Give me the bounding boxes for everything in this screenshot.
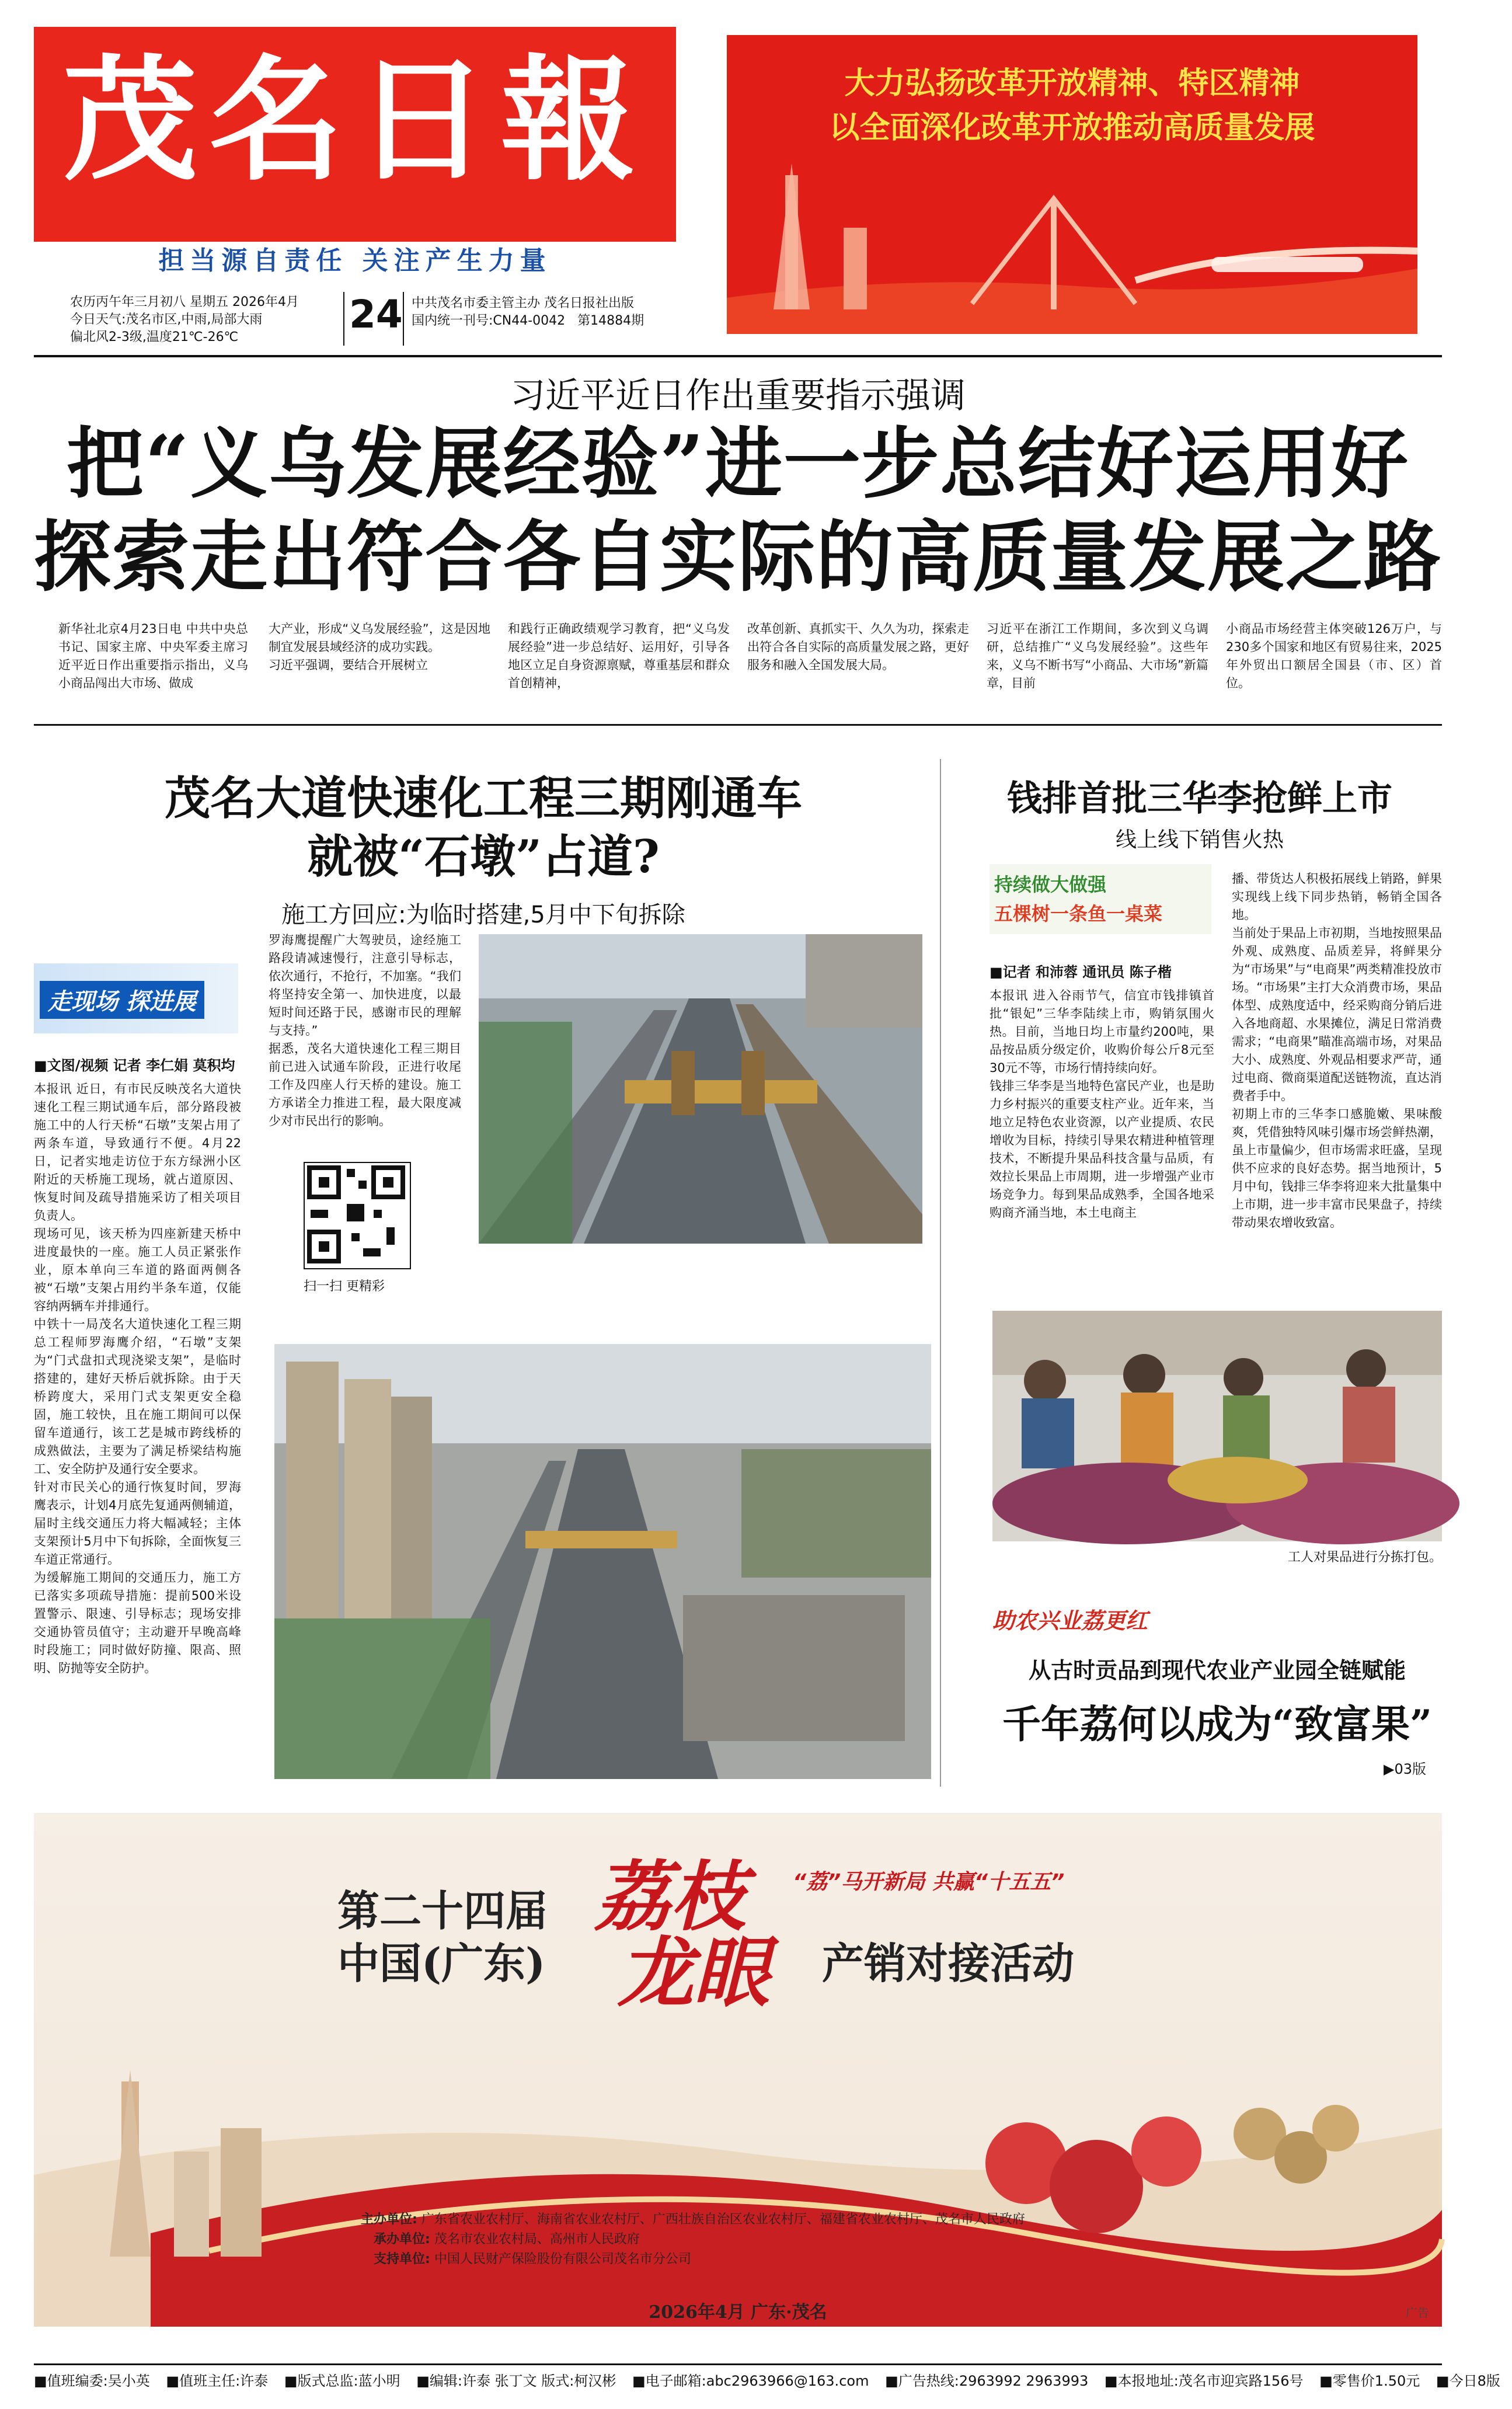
plum-photo-caption: 工人对果品进行分拣打包。 <box>1287 1550 1442 1565</box>
road-headline-2: 就被“石墩”占道? <box>307 830 660 883</box>
road-byline: ■文图/视频 记者 李仁娟 莫积均 <box>34 1057 235 1074</box>
dateline-left <box>70 294 339 346</box>
lead-bottom-rule <box>34 724 1442 726</box>
fruit-sorting-image-icon <box>992 1311 1442 1541</box>
lychee-event-ad <box>34 1813 1442 2327</box>
qr-label: 扫一扫 更精彩 <box>304 1279 385 1294</box>
plum-photo <box>992 1311 1442 1541</box>
plum-headline: 钱排首批三华李抢鲜上市 <box>1007 778 1392 819</box>
footer-item: ■今日8版 <box>1436 2373 1500 2389</box>
road-subtitle: 施工方回应:为临时搭建,5月中下旬拆除 <box>281 901 685 928</box>
lychee-kicker: 从古时贡品到现代农业产业园全链赋能 <box>1028 1658 1406 1683</box>
road-photo-top <box>479 934 922 1244</box>
publisher-line: 中共茂名市委主管主办 茂名日报社出版 <box>412 296 634 311</box>
footer-item: ■编辑:许泰 张丁文 版式:柯汉彬 <box>416 2373 616 2389</box>
lead-column-5: 习近平在浙江工作期间，多次到义乌调研，总结推广“义乌发展经验”。这些年来，义乌不断书写“小商品、大市场”新篇章，目前 <box>987 622 1208 690</box>
banner-line-2: 以全面深化改革开放推动高质量发展 <box>829 110 1315 145</box>
lead-column-4: 改革创新、真抓实干、久久为功，探索走出符合各自实际的高质量发展之路，更好服务和融入全国发展大局。 <box>747 622 969 672</box>
road-body-right: 罗海鹰提醒广大驾驶员，途经施工路段请减速慢行，注意引导标志，依次通行，不抢行，不加塞。“我们将坚持安全第一、加快进度，以最短时间还路于民，感谢市民的理解与支持。” 据悉，茂名大道快速化工程三期目前已进入试通车阶段，正进行收尾工作及四座人行天桥的建设。施工方承诺全力推进工程，最大限度减少对市民出行的影响。 <box>269 933 461 1128</box>
ad-host-label: 主办单位: <box>361 2212 417 2227</box>
footer-bar <box>34 2363 1500 2397</box>
aerial-bridge-image-icon <box>274 1344 931 1779</box>
weather-line-1: 今日天气:茂名市区,中雨,局部大雨 <box>70 312 263 327</box>
dateline-divider <box>343 292 344 346</box>
column-divider <box>940 759 941 1787</box>
ad-support-label: 支持单位: <box>374 2252 430 2267</box>
lead-column-1: 新华社北京4月23日电 中共中央总书记、国家主席、中央军委主席习近平近日作出重要指示指出，义乌小商品闯出大市场、做成 <box>58 622 248 690</box>
dateline-right <box>412 295 715 330</box>
road-photo-bottom <box>274 1344 931 1779</box>
date-day-number: 24 <box>349 292 403 337</box>
ad-organizer-label: 承办单位: <box>374 2232 430 2247</box>
newspaper-logo: 茂名日報 <box>62 41 647 199</box>
ad-organizer: 茂名市农业农村局、高州市人民政府 <box>434 2232 640 2247</box>
qr-code[interactable] <box>304 1162 411 1269</box>
ad-line-2: 中国(广东) <box>337 1938 546 1988</box>
footer-item: ■值班主任:许泰 <box>166 2373 269 2389</box>
city-skyline-icon <box>727 152 1417 334</box>
lead-column-6: 小商品市场经营主体突破126万户，与230多个国家和地区有贸易往来，2025年外贸出口额居全国县（市、区）首位。 <box>1226 622 1442 690</box>
plum-tag-1: 持续做大做强 <box>994 873 1107 896</box>
lead-headline-2: 探索走出符合各自实际的高质量发展之路 <box>34 512 1442 603</box>
weather-line-2: 偏北风2-3级,温度21℃-26℃ <box>70 330 239 344</box>
aerial-road-image-icon <box>479 934 922 1244</box>
ad-line-1: 第二十四届 <box>337 1886 548 1935</box>
plum-body-right: 播、带货达人积极拓展线上销路，鲜果实现线上线下同步热销，畅销全国各地。 当前处于果品上市初期，当地按照果品外观、成熟度、品质差异，将鲜果分为“市场果”与“电商果”两类精准投放市场。“市场果”主打大众消费市场，果品体型、成熟度适中，经采购商分销后进入各地商超、水果摊位，满足日常消费需求；“电商果”瞄准高端市场，对果品大小、成熟度、外观品相要求严苛，通过电商、微商渠道配送链物流，直达消费者手中。 初期上市的三华李口感脆嫩、果味酸爽，凭借独特风味引爆市场尝鲜热潮，虽上市量偏少，但市场需求旺盛，呈现供不应求的良好态势。据当地预计，5月中旬，钱排三华李将迎来大批量集中上市期，进一步丰富市民果盘子，持续带动果农增收致富。 <box>1232 872 1442 1230</box>
lead-kicker: 习近平近日作出重要指示强调 <box>510 375 966 416</box>
plum-tag-box <box>990 864 1211 934</box>
top-banner <box>727 35 1417 334</box>
lychee-tag-box <box>992 1597 1214 1638</box>
ad-date: 2026年4月 广东·茂名 <box>649 2302 827 2323</box>
banner-line-1: 大力弘扬改革开放精神、特区精神 <box>844 66 1300 101</box>
masthead-slogan-box <box>34 242 676 280</box>
lychee-headline: 千年荔何以成为“致富果” <box>1002 1701 1432 1747</box>
ad-background-art-icon <box>34 2058 1442 2327</box>
plum-body-left: 本报讯 进入谷雨节气，信宜市钱排镇首批“银妃”三华李陆续上市，购销氛围火热。目前，当地日均上市量约200吨，果品按品质分级定价，收购价每公斤8元至30元不等，市场行情持续向好。 钱排三华李是当地特色富民产业，也是助力乡村振兴的重要支柱产业。近年来，当地立足特色农业资源，以产业提质、农民增收为目标，持续引导果农精进种植管理技术，不断提升果品科技含量与品质，有效拉长果品上市周期，进一步增强产业市场竞争力。每到果品成熟季，全国各地采购商齐涌当地，本土电商主 <box>990 988 1214 1220</box>
road-tag: 走现场 探进展 <box>40 981 204 1019</box>
ad-event-title: 产销对接活动 <box>822 1938 1075 1988</box>
ad-credits <box>361 2210 1236 2269</box>
road-headline-1: 茂名大道快速化工程三期刚通车 <box>164 772 802 825</box>
footer-item: ■广告热线:2963992 2963993 <box>885 2373 1089 2389</box>
qr-code-icon <box>305 1163 407 1266</box>
dateline-divider-2 <box>403 292 404 346</box>
plum-subtitle: 线上线下销售火热 <box>1115 828 1284 852</box>
lead-column-3: 和践行正确政绩观学习教育，把“义乌发展经验”进一步总结好、运用好，引导各地区立足自身资源禀赋，尊重基层和群众首创精神， <box>508 622 730 690</box>
footer-item: ■零售价1.50元 <box>1319 2373 1420 2389</box>
plum-tag-2: 五棵树一条鱼一桌菜 <box>994 903 1163 925</box>
issn-line: 国内统一刊号:CN44-0042 <box>412 314 566 328</box>
lead-headline-1: 把“义乌发展经验”进一步总结好运用好 <box>67 419 1409 509</box>
footer-email[interactable]: ■电子邮箱:abc2963966@163.com <box>632 2373 869 2389</box>
header-rule <box>34 355 1442 357</box>
ad-host: 广东省农业农村厅、海南省农业农村厅、广西壮族自治区农业农村厅、福建省农业农村厅、茂名市人民政府 <box>421 2212 1025 2227</box>
ad-slogan: “荔”马开新局 共赢“十五五” <box>793 1870 1065 1894</box>
issue-number: 第14884期 <box>577 314 644 328</box>
ad-mark: 广告 <box>1406 2306 1429 2320</box>
lead-column-2: 大产业，形成“义乌发展经验”，这是因地制宜发展县域经济的成功实践。 习近平强调，要结合开展树立 <box>269 622 490 672</box>
road-body-left: 本报讯 近日，有市民反映茂名大道快速化工程三期试通车后，部分路段被施工中的人行天桥“石墩”支架占用了两条车道，导致通行不便。4月22日，记者实地走访位于东方绿洲小区附近的天桥施工现场，就占道原因、恢复时间及疏导措施采访了相关项目负责人。 现场可见，该天桥为四座新建天桥中进度最快的一座。施工人员正紧张作业，原本单向三车道的路面两侧各被“石墩”支架占用约半条车道，仅能容纳两辆车并排通行。 中铁十一局茂名大道快速化工程三期总工程师罗海鹰介绍，“石墩”支架为“门式盘扣式现浇梁支架”，是临时搭建的，建好天桥后就拆除。由于天桥跨度大，采用门式支架更安全稳固，施工较快，且在施工期间可以保留车道通行，该工艺是城市跨线桥的成熟做法，主要为了满足桥梁结构施工、安全防护及通行安全要求。 针对市民关心的通行恢复时间，罗海鹰表示，计划4月底先复通两侧辅道，届时主线交通压力将大幅减轻；主体支架预计5月中下旬拆除，全面恢复三车道正常通行。 为缓解施工期间的交通压力，施工方已落实多项疏导措施：提前500米设置警示、限速、引导标志；现场安排交通协管员值守；主动避开早晚高峰时段施工；同时做好防撞、限高、照明、防抛等安全防护。 <box>34 1082 241 1675</box>
ad-support: 中国人民财产保险股份有限公司茂名市分公司 <box>434 2252 691 2267</box>
footer-item: ■版式总监:蓝小明 <box>284 2373 400 2389</box>
footer-item: ■值班编委:吴小英 <box>34 2373 150 2389</box>
lychee-jump-link[interactable]: ▶03版 <box>1384 1761 1426 1777</box>
road-tag-box <box>34 963 238 1033</box>
footer-item: ■本报地址:茂名市迎宾路156号 <box>1104 2373 1304 2389</box>
ad-calligraphy-1: 荔枝 <box>594 1852 747 1941</box>
masthead-slogan: 担当源自责任 关注产生力量 <box>158 246 552 276</box>
ad-calligraphy-2: 龙眼 <box>618 1928 770 2017</box>
plum-byline: ■记者 和沛蓉 通讯员 陈子楷 <box>990 964 1172 980</box>
lychee-tag: 助农兴业荔更红 <box>992 1608 1148 1634</box>
lunar-date: 农历丙午年三月初八 星期五 2026年4月 <box>70 295 299 309</box>
masthead-logo-block <box>34 27 676 242</box>
